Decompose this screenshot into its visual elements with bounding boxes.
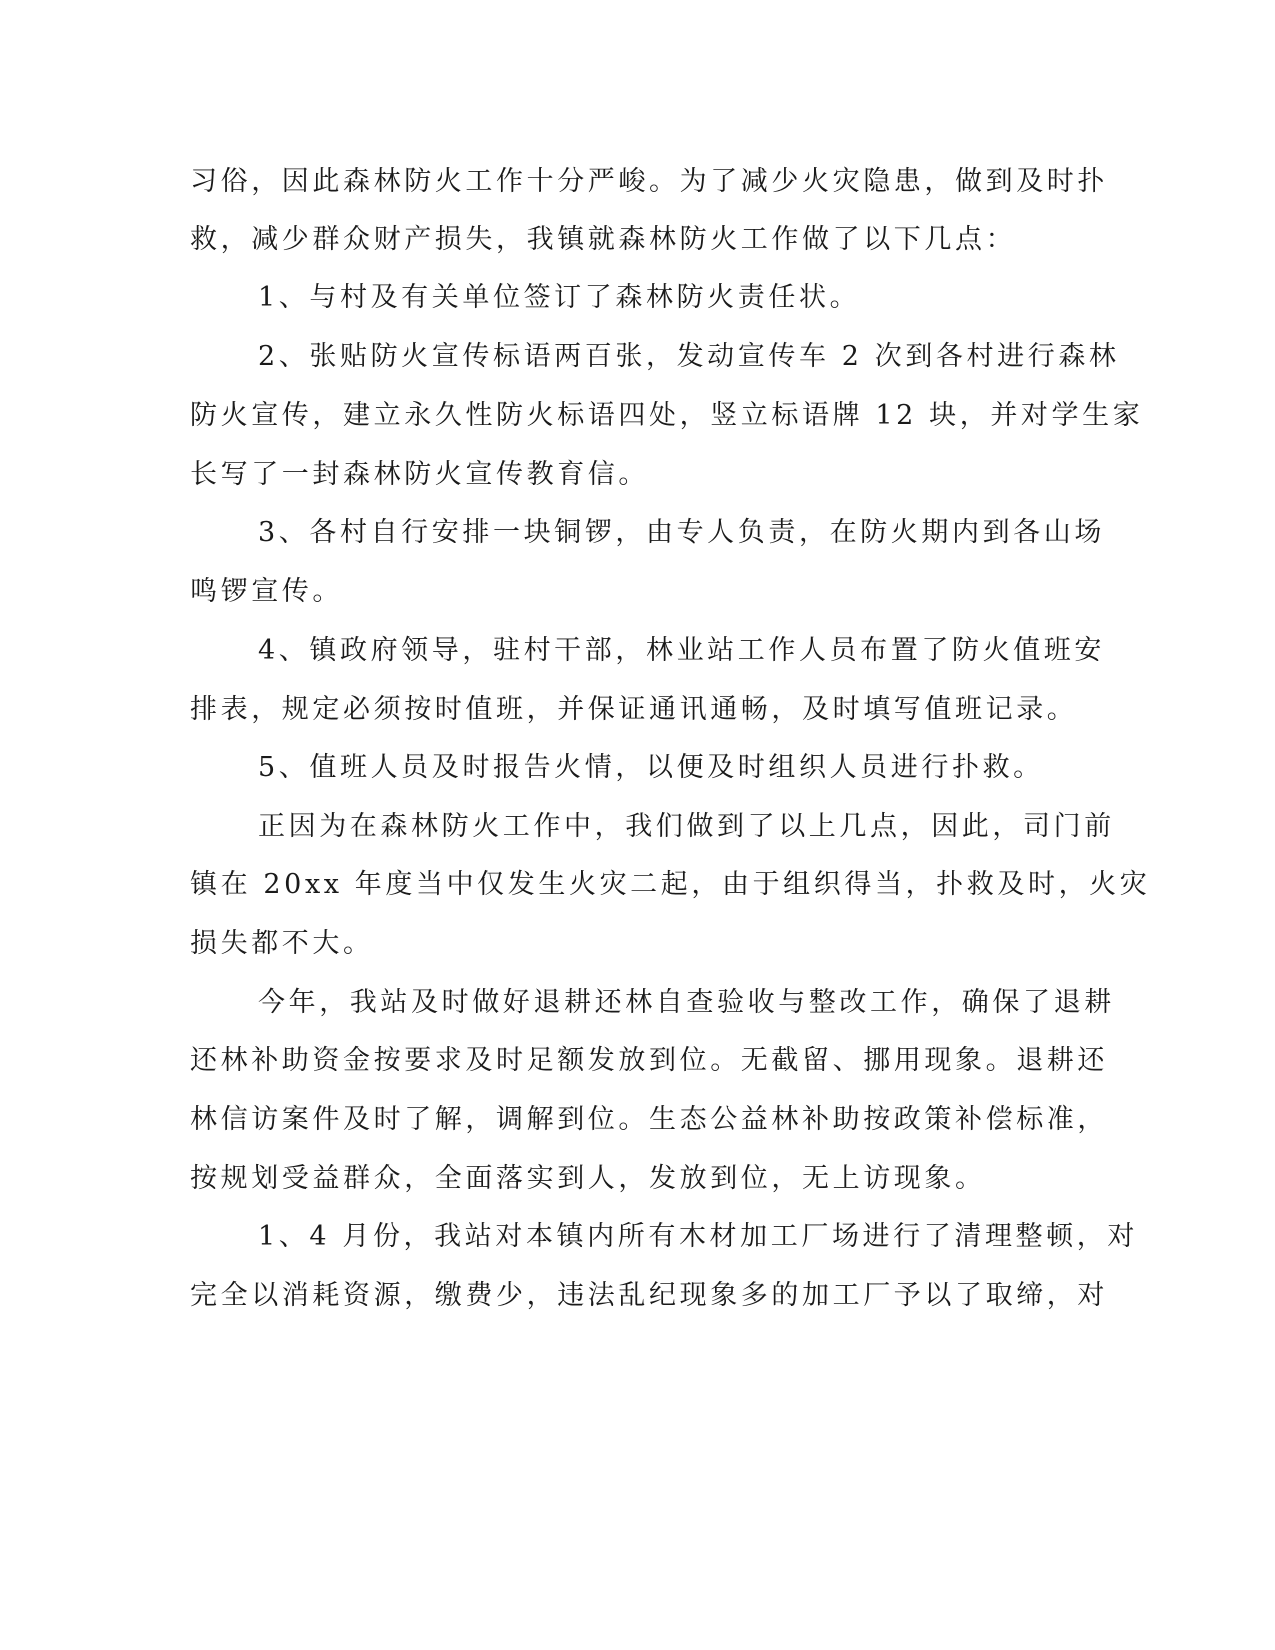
text-line: 按规划受益群众，全面落实到人，发放到位，无上访现象。 — [190, 1163, 986, 1194]
text-line: 救，减少群众财产损失，我镇就森林防火工作做了以下几点： — [190, 224, 1017, 255]
text-line: 林信访案件及时了解，调解到位。生态公益林补助按政策补偿标准， — [190, 1104, 1108, 1135]
text-line: 排表，规定必须按时值班，并保证通讯通畅，及时填写值班记录。 — [190, 694, 1078, 725]
text-line: 鸣锣宣传。 — [190, 576, 343, 607]
text-line: 5、值班人员及时报告火情，以便及时组织人员进行扑救。 — [258, 752, 1044, 783]
text-line: 完全以消耗资源，缴费少，违法乱纪现象多的加工厂予以了取缔，对 — [190, 1280, 1108, 1311]
text-line: 1、4 月份，我站对本镇内所有木材加工厂场进行了清理整顿，对 — [258, 1221, 1138, 1252]
text-line: 长写了一封森林防火宣传教育信。 — [190, 459, 649, 490]
text-line: 4、镇政府领导，驻村干部，林业站工作人员布置了防火值班安 — [258, 635, 1105, 666]
text-line: 习俗，因此森林防火工作十分严峻。为了减少火灾隐患，做到及时扑 — [190, 166, 1108, 197]
text-line: 2、张贴防火宣传标语两百张，发动宣传车 2 次到各村进行森林 — [258, 341, 1120, 372]
text-line: 今年，我站及时做好退耕还林自查验收与整改工作，确保了退耕 — [258, 987, 1115, 1018]
text-line: 防火宣传，建立永久性防火标语四处，竖立标语牌 12 块，并对学生家 — [190, 400, 1144, 431]
text-line: 1、与村及有关单位签订了森林防火责任状。 — [258, 282, 861, 313]
text-line: 还林补助资金按要求及时足额发放到位。无截留、挪用现象。退耕还 — [190, 1045, 1108, 1076]
text-line: 镇在 20xx 年度当中仅发生火灾二起，由于组织得当，扑救及时，火灾 — [190, 869, 1151, 900]
text-line: 3、各村自行安排一块铜锣，由专人负责，在防火期内到各山场 — [258, 517, 1105, 548]
text-line: 正因为在森林防火工作中，我们做到了以上几点，因此，司门前 — [258, 811, 1115, 842]
text-line: 损失都不大。 — [190, 928, 374, 959]
